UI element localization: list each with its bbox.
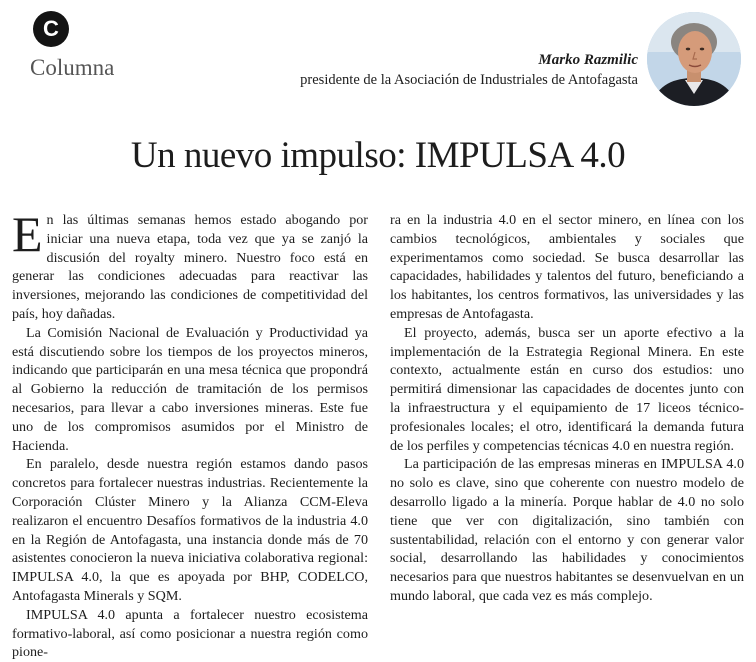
author-role: presidente de la Asociación de Industriales de Antofagasta — [300, 72, 638, 88]
article-paragraph: La Comisión Nacional de Evaluación y Productividad ya está discutiendo sobre los tiempos de los proyectos mineros, indicando que participarán en una mesa técnica que propondrá al Gobierno la reducción de tramitación de los permisos necesarios, para llevar a cabo inversiones mineras. Este fue uno de los compromisos asumidos por el Ministro de Hacienda. — [12, 324, 368, 454]
article-column-right — [390, 211, 744, 606]
author-portrait — [647, 12, 741, 106]
article-column-left — [12, 206, 368, 662]
article-paragraph: ra en la industria 4.0 en el sector minero, en línea con los cambios tecnológicos, ambientales y sociales que experimentamos como sociedad. Se busca desarrollar las capacidades, habilidades y talentos del futuro, beneficiando a los habitantes, los centros formativos, las universidades y las empresas de Antofagasta. — [390, 212, 744, 322]
author-portrait-image — [647, 12, 741, 106]
article-paragraph — [12, 206, 368, 324]
author-name: Marko Razmilic — [538, 52, 638, 68]
column-badge: C — [33, 11, 69, 47]
section-label: Columna — [30, 55, 115, 80]
paragraph-text: n las últimas semanas hemos estado abogando por iniciar una nueva etapa, toda vez que ya se zanjó la discusión del royalty minero. Nuestro foco está en generar las condiciones adecuadas para reactivar las inversiones, mejorando las condiciones de competitividad del país, hoy dañadas. — [12, 212, 368, 322]
article-paragraph: El proyecto, además, busca ser un aporte efectivo a la implementación de la Estrategia Regional Minera. En este contexto, actualmente están en curso dos estudios: uno permitirá dimensionar las capacidades de docentes junto con la infraestructura y el equipamiento de 17 liceos técnico-profesionales locales; el otro, identificará la demanda futura de los perfiles y competencias técnicas 4.0 en nuestra región. — [390, 324, 744, 454]
article-paragraph: IMPULSA 4.0 apunta a fortalecer nuestro ecosistema formativo-laboral, así como posicionar a nuestra región como pione- — [12, 606, 368, 661]
article-paragraph: La participación de las empresas mineras en IMPULSA 4.0 no solo es clave, sino que coherente con nuestro modelo de desarrollo ligado a la minería. Porque hablar de 4.0 no solo tiene que ver con digitalización, sino también con sustentabilidad, relación con el entorno y con generar valor social, desarrollando las habilidades y conocimientos necesarios para que nuestros habitantes se desenvuelvan en un mundo laboral, que cada vez es más complejo. — [390, 456, 744, 604]
article-headline: Un nuevo impulso: IMPULSA 4.0 — [130, 135, 626, 176]
article-paragraph: En paralelo, desde nuestra región estamos dando pasos concretos para fortalecer nuestras industrias. Recientemente la Corporación Clúster Minero y la Alianza CCM-Eleva realizaron el encuentro Desafíos formativos de la industria 4.0 en la Región de Antofagasta, una instancia donde más de 70 asistentes conocieron la nueva iniciativa colaborativa regional: IMPULSA 4.0, la que es apoyada por BHP, CODELCO, Antofagasta Minerals y SQM. — [12, 456, 368, 604]
drop-cap: E — [12, 206, 43, 262]
